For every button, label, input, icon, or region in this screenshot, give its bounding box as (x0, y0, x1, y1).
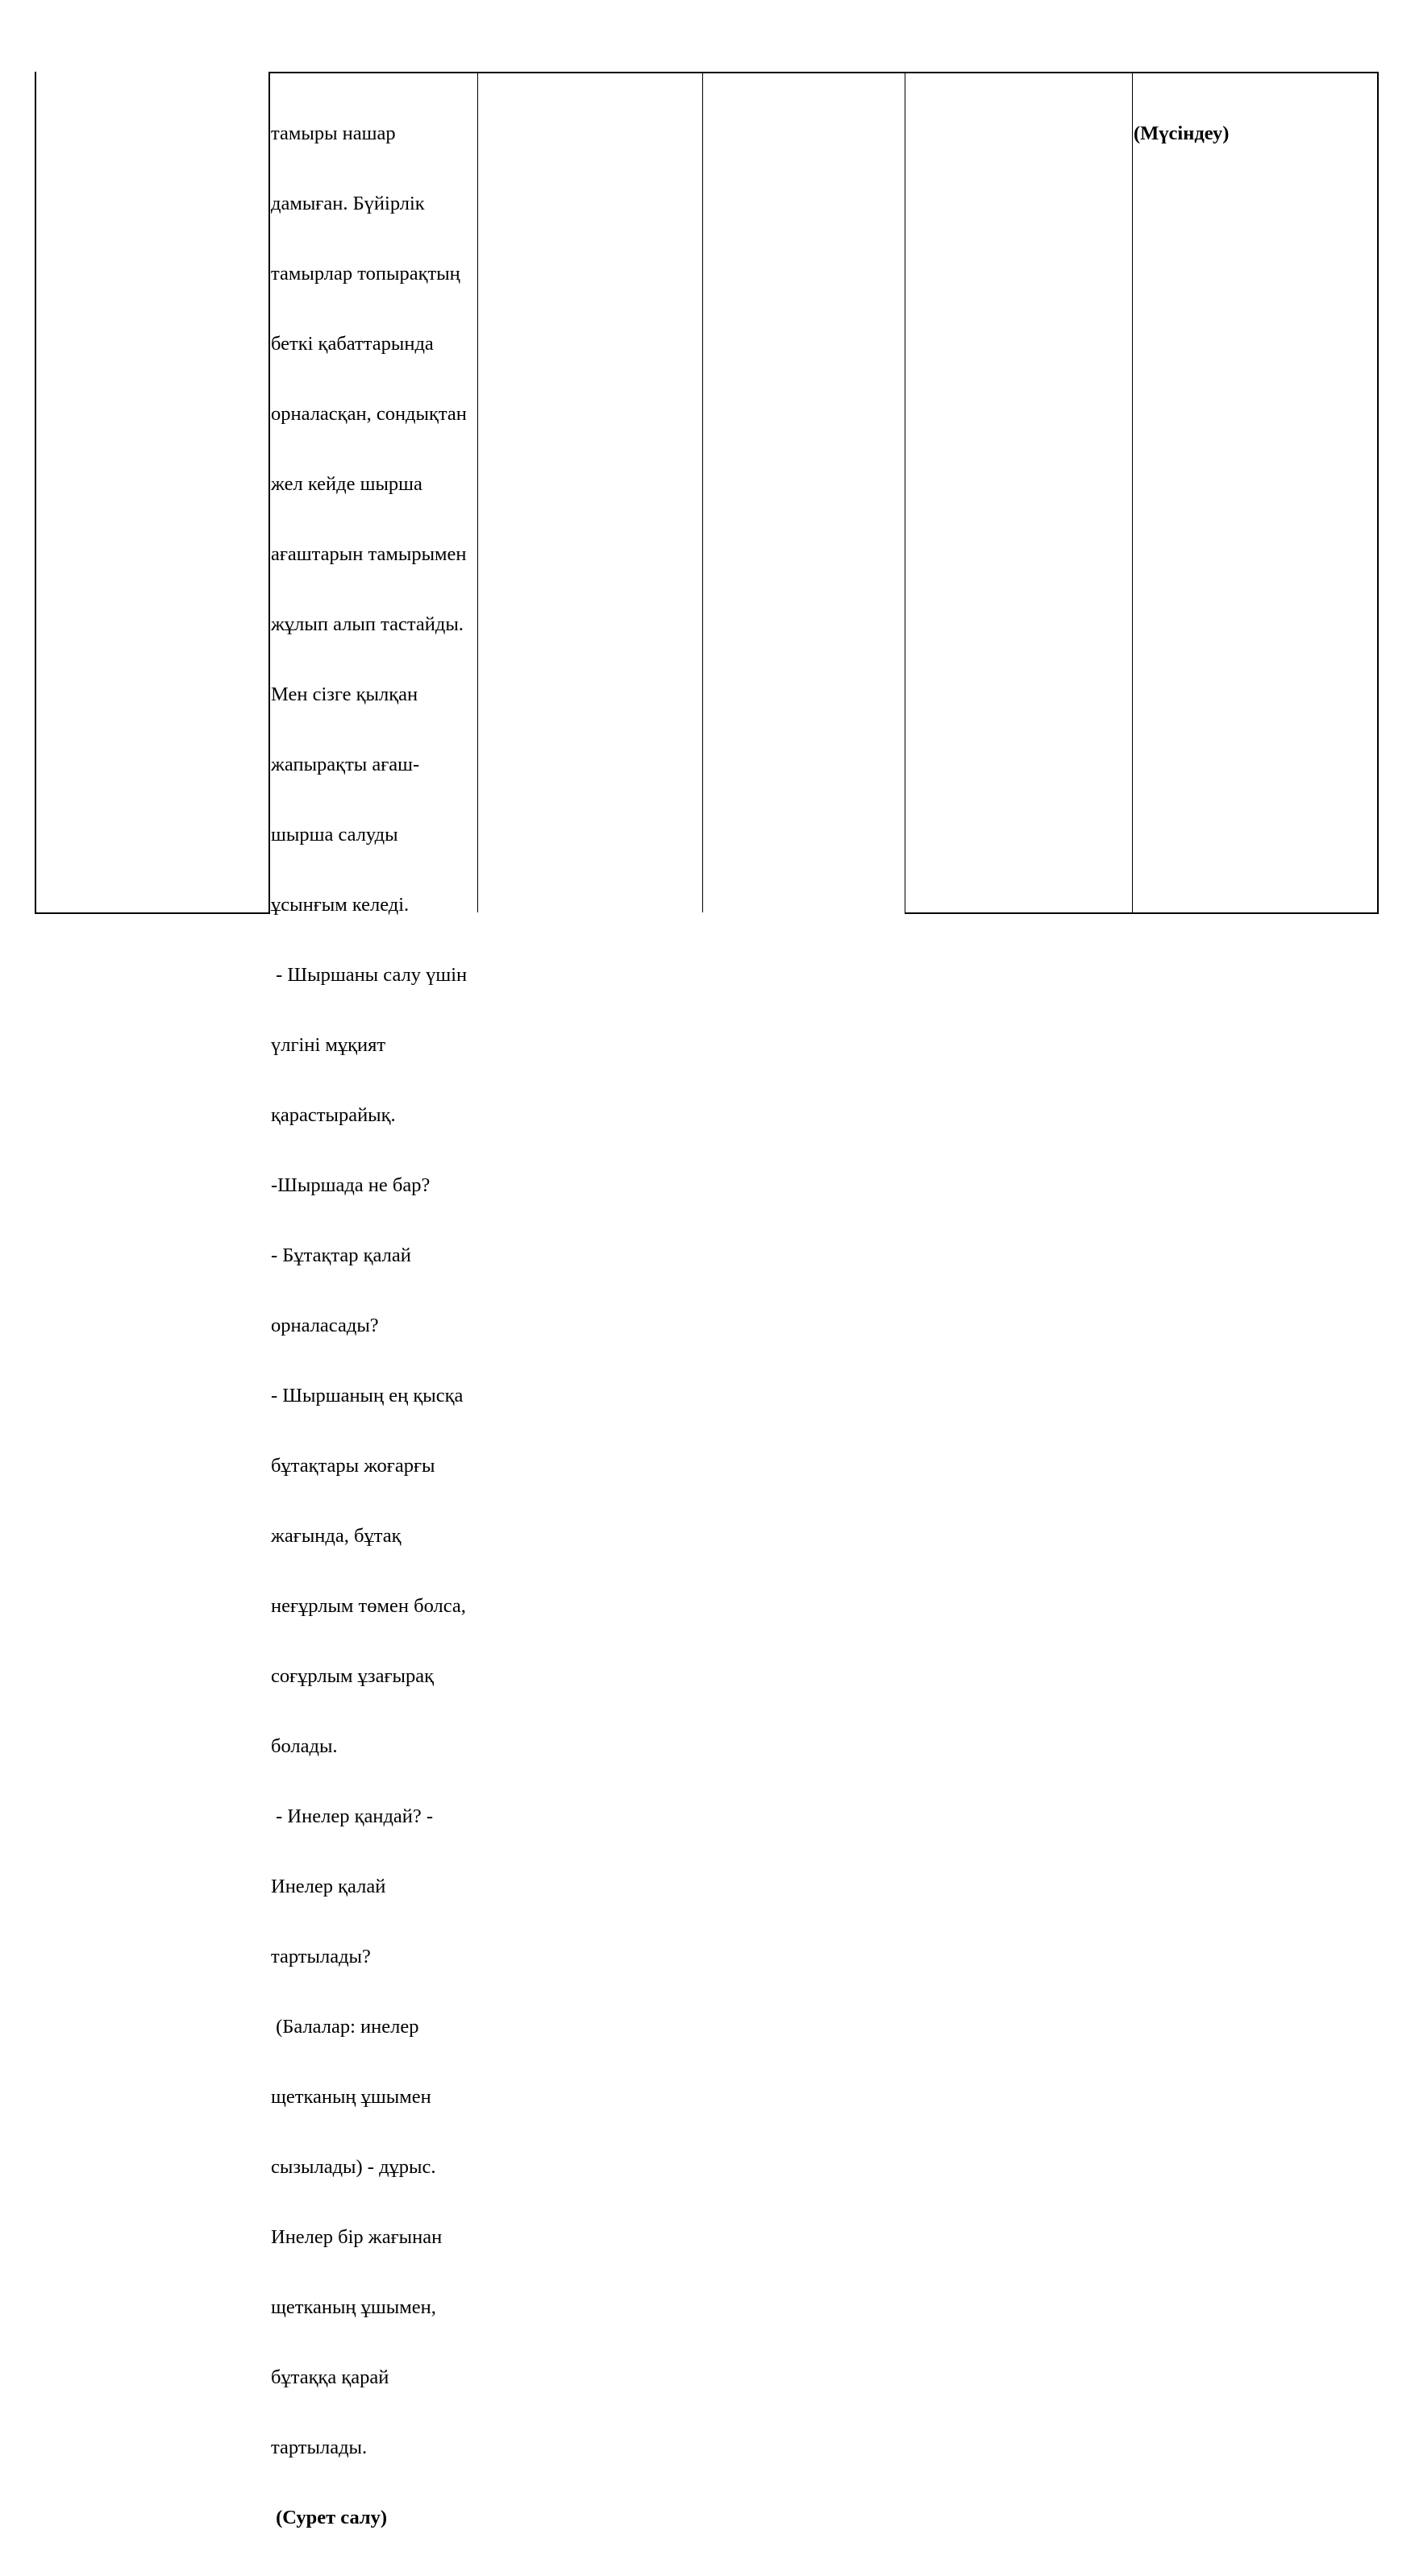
text-line: сызылады) - дұрыс. (271, 2156, 436, 2178)
text-line: дамыған. Бүйірлік (271, 193, 425, 214)
text-line: ұсынғым келеді. (271, 894, 410, 916)
column3-left-border (477, 72, 478, 912)
text-line: орналасады? (271, 1315, 379, 1336)
activity-heading-modeling: (Мүсіндеу) (1134, 123, 1230, 144)
text-line: жел кейде шырша (271, 473, 422, 495)
column4-left-border (702, 72, 703, 912)
text-line: тамыры нашар (271, 123, 396, 144)
text-line: - Инелер қандай? - (271, 1805, 434, 1827)
text-line: (Балалар: инелер (271, 2016, 419, 2038)
text-line: үлгіні мұқият (271, 1034, 386, 1056)
text-line: болады. (271, 1735, 338, 1757)
column2-cell-text (271, 75, 476, 2576)
text-line: жұлып алып тастайды. (271, 613, 464, 635)
columns5-6-bottom-border (905, 912, 1379, 914)
column6-cell-text (1134, 75, 1375, 192)
text-line: - Шыршаның ең қысқа (271, 1385, 464, 1406)
column6-left-border (1132, 72, 1133, 912)
text-line: беткі қабаттарында (271, 333, 434, 355)
text-line: қарастырайық. (271, 1104, 396, 1126)
text-line: Инелер қалай (271, 1876, 386, 1897)
text-line: -Шыршада не бар? (271, 1174, 431, 1196)
column1-bottom-border (35, 912, 270, 914)
text-line: бұтақтары жоғарғы (271, 1455, 435, 1477)
text-line: - Бұтақтар қалай (271, 1244, 411, 1266)
text-line: соғұрлым ұзағырақ (271, 1665, 435, 1687)
text-line: щетканың ұшымен (271, 2086, 431, 2108)
column1-left-border (35, 72, 36, 914)
text-line: бұтаққа қарай (271, 2366, 389, 2388)
text-line: неғұрлым төмен болса, (271, 1595, 466, 1617)
text-line: жағында, бұтақ (271, 1525, 402, 1547)
table-right-border (1377, 72, 1379, 914)
activity-heading-drawing: (Сурет салу) (271, 2507, 388, 2528)
text-line: тамырлар топырақтың (271, 263, 460, 285)
text-line: ағаштарын тамырымен (271, 543, 467, 565)
text-line: тартылады? (271, 1946, 371, 1967)
text-line: Инелер бір жағынан (271, 2226, 443, 2248)
text-line: - Шыршаны салу үшін (271, 964, 468, 986)
column2-left-border (268, 72, 270, 914)
text-line: щетканың ұшымен, (271, 2296, 436, 2318)
text-line: Мен сізге қылқан (271, 683, 418, 705)
text-line: орналасқан, сондықтан (271, 403, 467, 425)
text-line: жапырақты ағаш- (271, 754, 420, 775)
text-line: тартылады. (271, 2437, 368, 2458)
text-line: шырша салуды (271, 824, 398, 846)
table-top-border (268, 72, 1379, 73)
